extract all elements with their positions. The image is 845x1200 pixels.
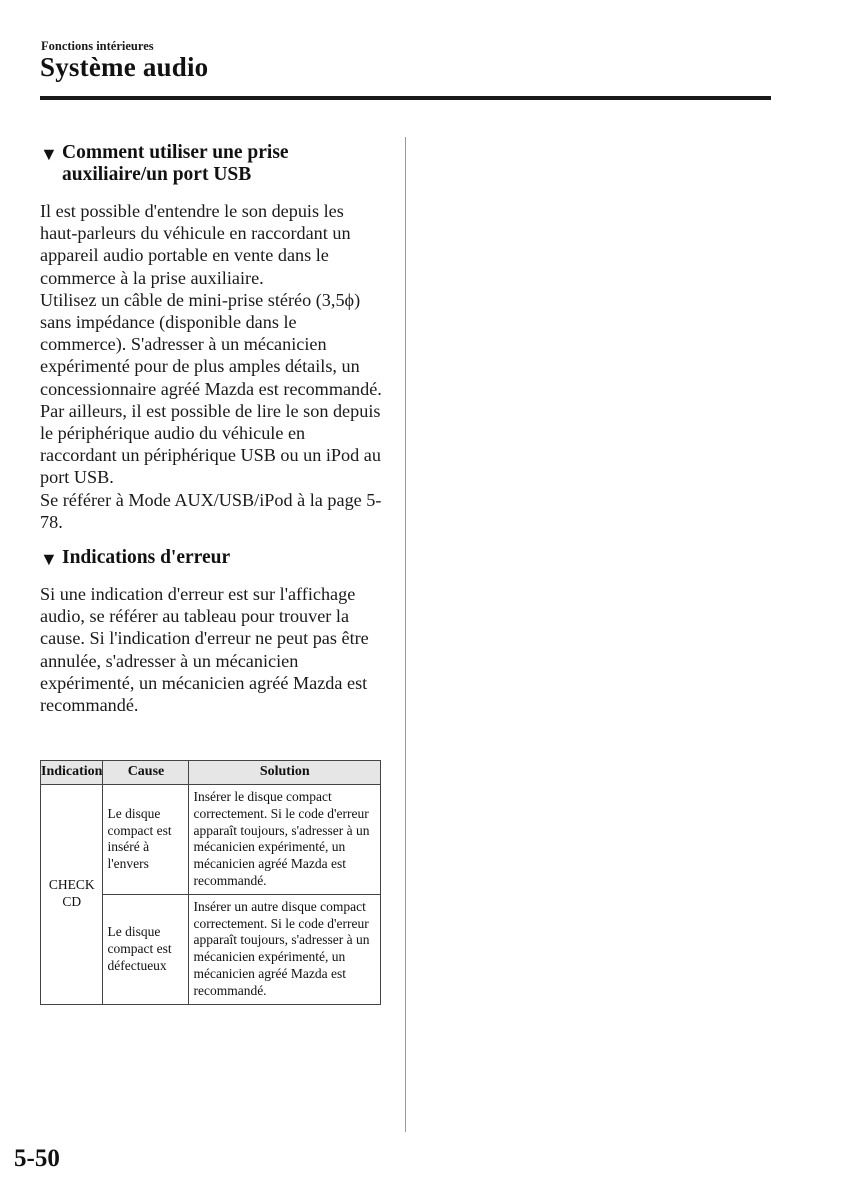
cause-cell: Le disque compact est inséré à l'envers <box>103 785 189 895</box>
heading-line-1: Comment utiliser une prise <box>62 142 289 163</box>
section-label: Fonctions intérieures <box>41 39 154 53</box>
indication-line-1: CHECK <box>48 877 95 893</box>
header-rule <box>40 96 771 100</box>
table-row <box>41 785 381 895</box>
down-triangle-icon: ▼ <box>40 549 58 570</box>
left-column <box>40 142 385 716</box>
cause-cell: Le disque compact est défectueux <box>103 894 189 1004</box>
page-number: 5-50 <box>14 1145 60 1172</box>
paragraph: Par ailleurs, il est possible de lire le son depuis le périphérique audio du véhicule en raccordant un périphérique USB ou un iPod au port USB. <box>40 400 381 488</box>
page-title: Système audio <box>40 52 209 82</box>
solution-cell: Insérer un autre disque compact correctement. Si le code d'erreur apparaît toujours, s'adresser à un mécanicien expérimenté, un mécanicien agréé Mazda est recommandé. <box>189 894 381 1004</box>
column-header-solution: Solution <box>189 761 381 785</box>
error-table <box>40 760 381 1005</box>
down-triangle-icon: ▼ <box>40 144 58 164</box>
indication-cell <box>41 785 103 1005</box>
paragraph: Si une indication d'erreur est sur l'affichage audio, se référer au tableau pour trouver la cause. Si l'indication d'erreur ne peut pas être annulée, s'adresser à un mécanicien expérimenté, un mécanicien agréé Mazda est recommandé. <box>40 584 369 716</box>
paragraph: Se référer à Mode AUX/USB/iPod à la page 5-78. <box>40 489 382 532</box>
paragraph: Il est possible d'entendre le son depuis les haut-parleurs du véhicule en raccordant un appareil audio portable en vente dans le commerce à la prise auxiliaire. <box>40 201 351 288</box>
indication-line-2: CD <box>62 894 82 910</box>
section-heading-aux-usb <box>40 142 385 186</box>
section-heading-errors <box>40 547 385 569</box>
column-header-indication: Indication <box>41 761 103 785</box>
column-header-cause: Cause <box>103 761 189 785</box>
column-divider <box>405 137 406 1132</box>
table-header-row <box>41 761 381 785</box>
heading-line-2: auxiliaire/un port USB <box>62 164 252 185</box>
solution-cell: Insérer le disque compact correctement. Si le code d'erreur apparaît toujours, s'adresser à un mécanicien expérimenté, un mécanicien agréé Mazda est recommandé. <box>189 785 381 895</box>
heading-text: Indications d'erreur <box>62 547 231 569</box>
paragraph: Utilisez un câble de mini-prise stéréo (3,5ϕ) sans impédance (disponible dans le commerce). S'adresser à un mécanicien expérimenté pour de plus amples détails, un concessionnaire agréé Mazda est recommandé. <box>40 289 382 399</box>
